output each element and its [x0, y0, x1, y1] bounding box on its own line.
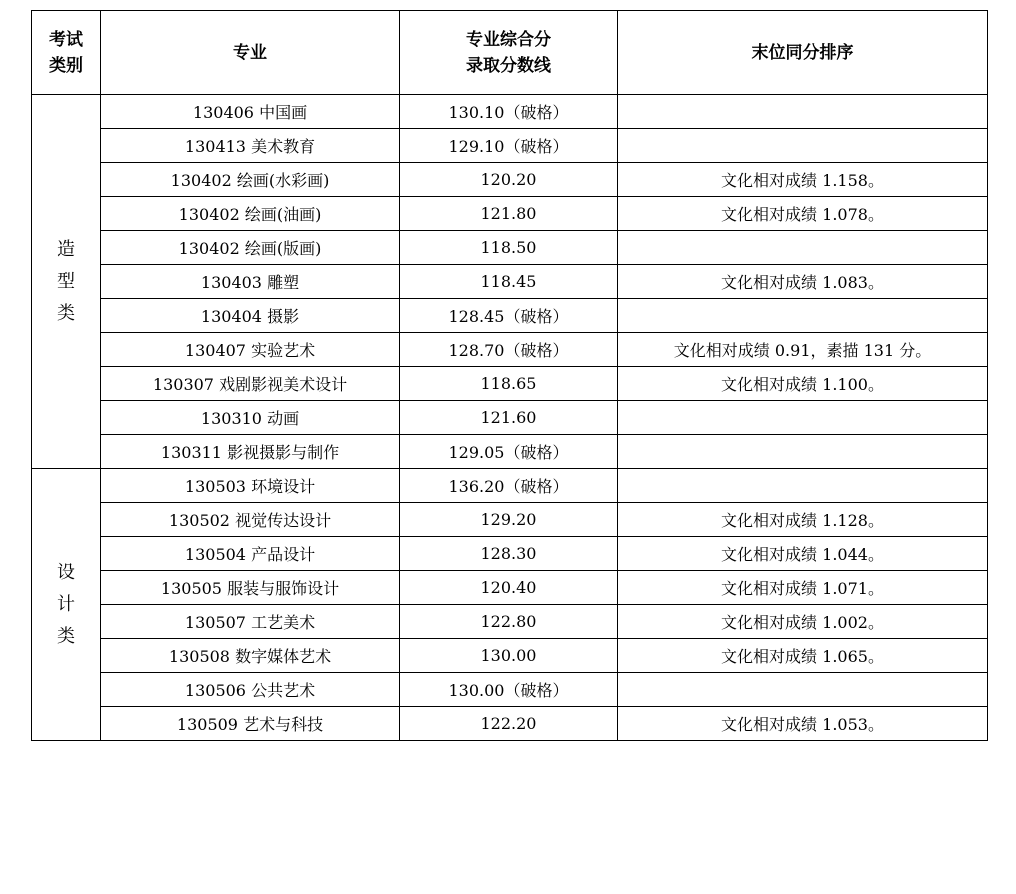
exam-category-char: 造 — [57, 238, 75, 260]
major-cell: 130503 环境设计 — [101, 469, 400, 503]
table-row — [32, 673, 988, 707]
score-cell: 120.40 — [400, 571, 618, 605]
score-cell: 121.60 — [400, 401, 618, 435]
major-cell: 130509 艺术与科技 — [101, 707, 400, 741]
tiebreak-note-cell: 文化相对成绩 1.071。 — [618, 571, 988, 605]
major-cell: 130402 绘画(水彩画) — [101, 163, 400, 197]
score-cell: 129.10（破格） — [400, 129, 618, 163]
header-tiebreak-order: 末位同分排序 — [618, 11, 988, 95]
table-row — [32, 571, 988, 605]
table-row — [32, 95, 988, 129]
table-row — [32, 605, 988, 639]
major-cell: 130403 雕塑 — [101, 265, 400, 299]
header-score-line-text: 专业综合分 — [466, 29, 551, 50]
header-major: 专业 — [101, 11, 400, 95]
tiebreak-note-cell — [618, 673, 988, 707]
header-exam-category-line: 考试 — [49, 29, 83, 50]
table-row — [32, 265, 988, 299]
table-row — [32, 367, 988, 401]
score-cell: 130.00（破格） — [400, 673, 618, 707]
tiebreak-note-cell — [618, 95, 988, 129]
major-cell: 130406 中国画 — [101, 95, 400, 129]
exam-category-cell — [32, 95, 101, 469]
tiebreak-note-cell: 文化相对成绩 1.044。 — [618, 537, 988, 571]
major-cell: 130413 美术教育 — [101, 129, 400, 163]
score-cell: 118.65 — [400, 367, 618, 401]
score-cell: 128.30 — [400, 537, 618, 571]
score-cell: 118.50 — [400, 231, 618, 265]
table-row — [32, 435, 988, 469]
table-body — [32, 95, 988, 741]
tiebreak-note-cell — [618, 401, 988, 435]
header-score-line — [400, 11, 618, 95]
major-cell: 130307 戏剧影视美术设计 — [101, 367, 400, 401]
tiebreak-note-cell — [618, 231, 988, 265]
table-row — [32, 231, 988, 265]
header-score-line-text: 录取分数线 — [466, 55, 551, 76]
table-row — [32, 503, 988, 537]
major-cell: 130404 摄影 — [101, 299, 400, 333]
major-cell: 130506 公共艺术 — [101, 673, 400, 707]
major-cell: 130507 工艺美术 — [101, 605, 400, 639]
exam-category-cell — [32, 469, 101, 741]
tiebreak-note-cell: 文化相对成绩 1.083。 — [618, 265, 988, 299]
tiebreak-note-cell: 文化相对成绩 1.158。 — [618, 163, 988, 197]
exam-category-char: 设 — [57, 561, 75, 583]
tiebreak-note-cell: 文化相对成绩 1.053。 — [618, 707, 988, 741]
tiebreak-note-cell — [618, 435, 988, 469]
tiebreak-note-cell: 文化相对成绩 1.100。 — [618, 367, 988, 401]
table-row — [32, 299, 988, 333]
tiebreak-note-cell — [618, 469, 988, 503]
table-row — [32, 197, 988, 231]
score-cell: 122.80 — [400, 605, 618, 639]
score-cell: 129.05（破格） — [400, 435, 618, 469]
table-row — [32, 129, 988, 163]
score-cell: 128.70（破格） — [400, 333, 618, 367]
tiebreak-note-cell: 文化相对成绩 1.078。 — [618, 197, 988, 231]
table-row — [32, 469, 988, 503]
major-cell: 130502 视觉传达设计 — [101, 503, 400, 537]
table-row — [32, 639, 988, 673]
tiebreak-note-cell: 文化相对成绩 1.128。 — [618, 503, 988, 537]
table-row — [32, 163, 988, 197]
table-row — [32, 333, 988, 367]
score-cell: 121.80 — [400, 197, 618, 231]
major-cell: 130508 数字媒体艺术 — [101, 639, 400, 673]
header-row — [32, 11, 988, 95]
score-cell: 129.20 — [400, 503, 618, 537]
tiebreak-note-cell: 文化相对成绩 1.002。 — [618, 605, 988, 639]
admission-score-table — [31, 10, 988, 741]
exam-category-char: 类 — [57, 302, 75, 324]
exam-category-char: 计 — [57, 593, 75, 615]
tiebreak-note-cell — [618, 129, 988, 163]
score-cell: 136.20（破格） — [400, 469, 618, 503]
exam-category-char: 型 — [57, 270, 75, 292]
major-cell: 130504 产品设计 — [101, 537, 400, 571]
tiebreak-note-cell: 文化相对成绩 1.065。 — [618, 639, 988, 673]
tiebreak-note-cell — [618, 299, 988, 333]
header-exam-category — [32, 11, 101, 95]
score-cell: 130.10（破格） — [400, 95, 618, 129]
table-row — [32, 707, 988, 741]
score-cell: 122.20 — [400, 707, 618, 741]
table-row — [32, 537, 988, 571]
header-exam-category-line: 类别 — [49, 55, 83, 76]
major-cell: 130311 影视摄影与制作 — [101, 435, 400, 469]
score-cell: 118.45 — [400, 265, 618, 299]
score-cell: 130.00 — [400, 639, 618, 673]
major-cell: 130505 服装与服饰设计 — [101, 571, 400, 605]
major-cell: 130310 动画 — [101, 401, 400, 435]
score-cell: 128.45（破格） — [400, 299, 618, 333]
major-cell: 130407 实验艺术 — [101, 333, 400, 367]
major-cell: 130402 绘画(版画) — [101, 231, 400, 265]
tiebreak-note-cell: 文化相对成绩 0.91，素描 131 分。 — [618, 333, 988, 367]
score-cell: 120.20 — [400, 163, 618, 197]
exam-category-char: 类 — [57, 625, 75, 647]
table-row — [32, 401, 988, 435]
major-cell: 130402 绘画(油画) — [101, 197, 400, 231]
